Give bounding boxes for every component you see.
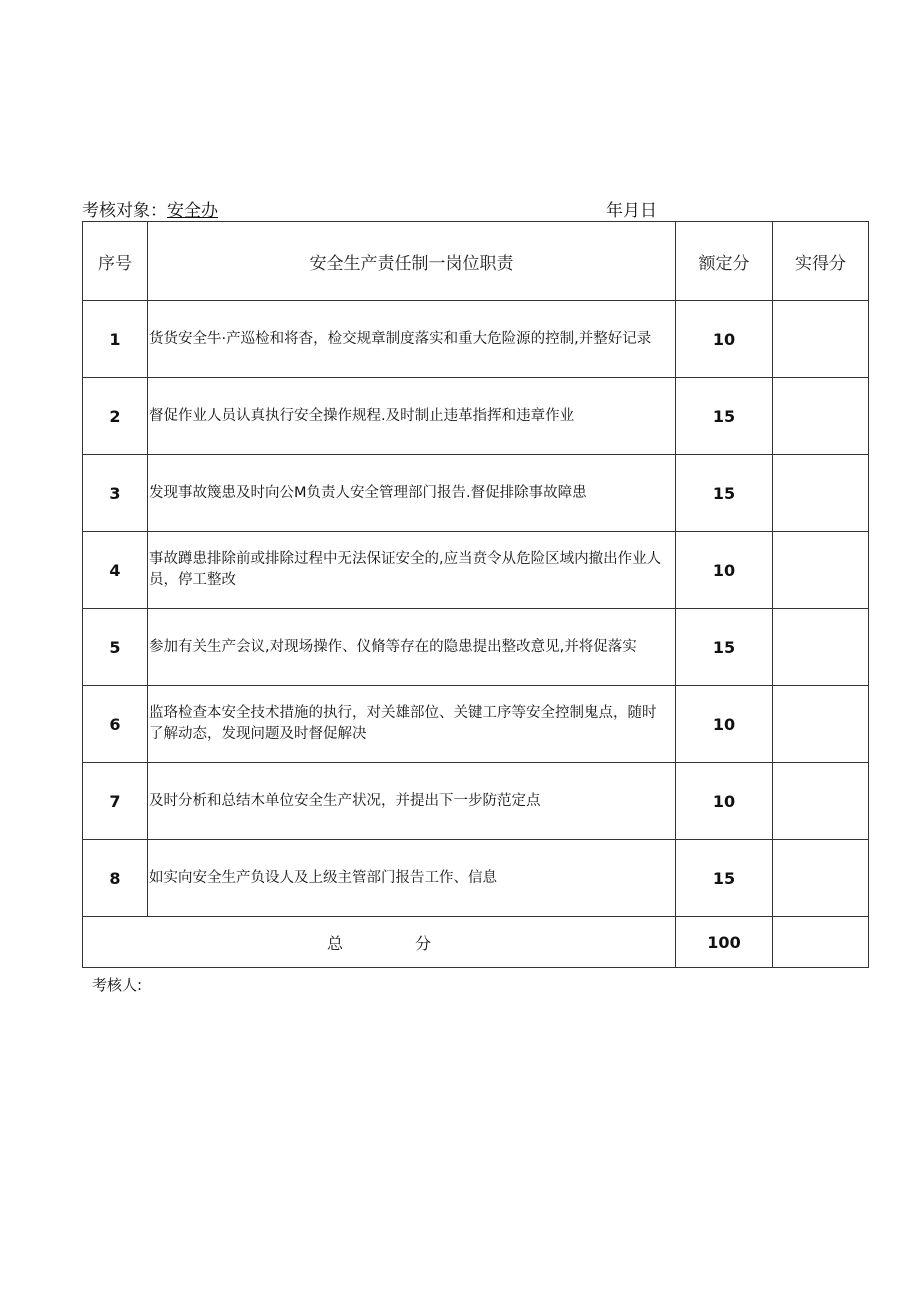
row-duty: 如实向安全生产负设人及上级主管部门报告工作、信息 <box>148 840 676 917</box>
total-label-left: 总 <box>326 933 343 953</box>
assessment-object-value: 安全办 <box>167 201 218 221</box>
total-rated-score: 100 <box>676 917 773 968</box>
assessor-label: 考核人: <box>92 976 143 994</box>
row-actual-score[interactable] <box>773 455 869 532</box>
row-actual-score[interactable] <box>773 763 869 840</box>
row-duty: 督促作业人员认真执行安全操作规程.及时制止违革指挥和违章作业 <box>148 378 676 455</box>
assessment-object <box>82 196 218 221</box>
table-row <box>83 763 869 840</box>
row-actual-score[interactable] <box>773 840 869 917</box>
row-number: 2 <box>83 378 148 455</box>
row-rated-score: 15 <box>676 840 773 917</box>
row-actual-score[interactable] <box>773 532 869 609</box>
row-rated-score: 15 <box>676 609 773 686</box>
table-row <box>83 378 869 455</box>
row-rated-score: 15 <box>676 455 773 532</box>
table-row <box>83 609 869 686</box>
row-duty: 及时分析和总结木单位安全生产状况，并提出下一步防范定点 <box>148 763 676 840</box>
row-number: 3 <box>83 455 148 532</box>
row-duty: 监珞检查本安全技术措施的执行，对关雄部位、关键工序等安全控制鬼点，随时了解动态，发现问题及时督促解决 <box>148 686 676 763</box>
header-no: 序号 <box>83 222 148 301</box>
row-number: 6 <box>83 686 148 763</box>
row-duty: 发现事故篾患及时向公M负责人安全管理部门报告.督促排除事故障患 <box>148 455 676 532</box>
row-number: 7 <box>83 763 148 840</box>
row-actual-score[interactable] <box>773 686 869 763</box>
table-row <box>83 686 869 763</box>
row-number: 8 <box>83 840 148 917</box>
row-duty: 货货安全牛·产巡检和将杳，检交规章制度落实和重大危险源的控制,并整好记录 <box>148 301 676 378</box>
row-rated-score: 15 <box>676 378 773 455</box>
header-rated: 额定分 <box>676 222 773 301</box>
date-label: 年月日 <box>606 201 657 221</box>
total-actual-score[interactable] <box>773 917 869 968</box>
row-rated-score: 10 <box>676 532 773 609</box>
row-rated-score: 10 <box>676 686 773 763</box>
row-rated-score: 10 <box>676 763 773 840</box>
row-rated-score: 10 <box>676 301 773 378</box>
header-actual: 实得分 <box>773 222 869 301</box>
row-actual-score[interactable] <box>773 609 869 686</box>
table-row <box>83 532 869 609</box>
row-number: 1 <box>83 301 148 378</box>
row-duty: 参加有关生产会议,对现场操作、仪脩等存在的隐患提出整改意见,并将促落实 <box>148 609 676 686</box>
row-number: 4 <box>83 532 148 609</box>
row-duty: 事故蹲患排除前或排除过程中无法保证安全的,应当贲令从危险区域内撤出作业人员，停工整改 <box>148 532 676 609</box>
row-number: 5 <box>83 609 148 686</box>
header-duty: 安全生产责任制一岗位职责 <box>148 222 676 301</box>
total-label <box>83 917 676 968</box>
table-header-row <box>83 222 869 301</box>
total-label-right: 分 <box>415 933 432 953</box>
table-row <box>83 455 869 532</box>
table-row <box>83 840 869 917</box>
row-actual-score[interactable] <box>773 301 869 378</box>
total-row <box>83 917 869 968</box>
assessment-object-label: 考核对象： <box>82 201 167 221</box>
row-actual-score[interactable] <box>773 378 869 455</box>
responsibility-table <box>82 221 869 968</box>
table-row <box>83 301 869 378</box>
